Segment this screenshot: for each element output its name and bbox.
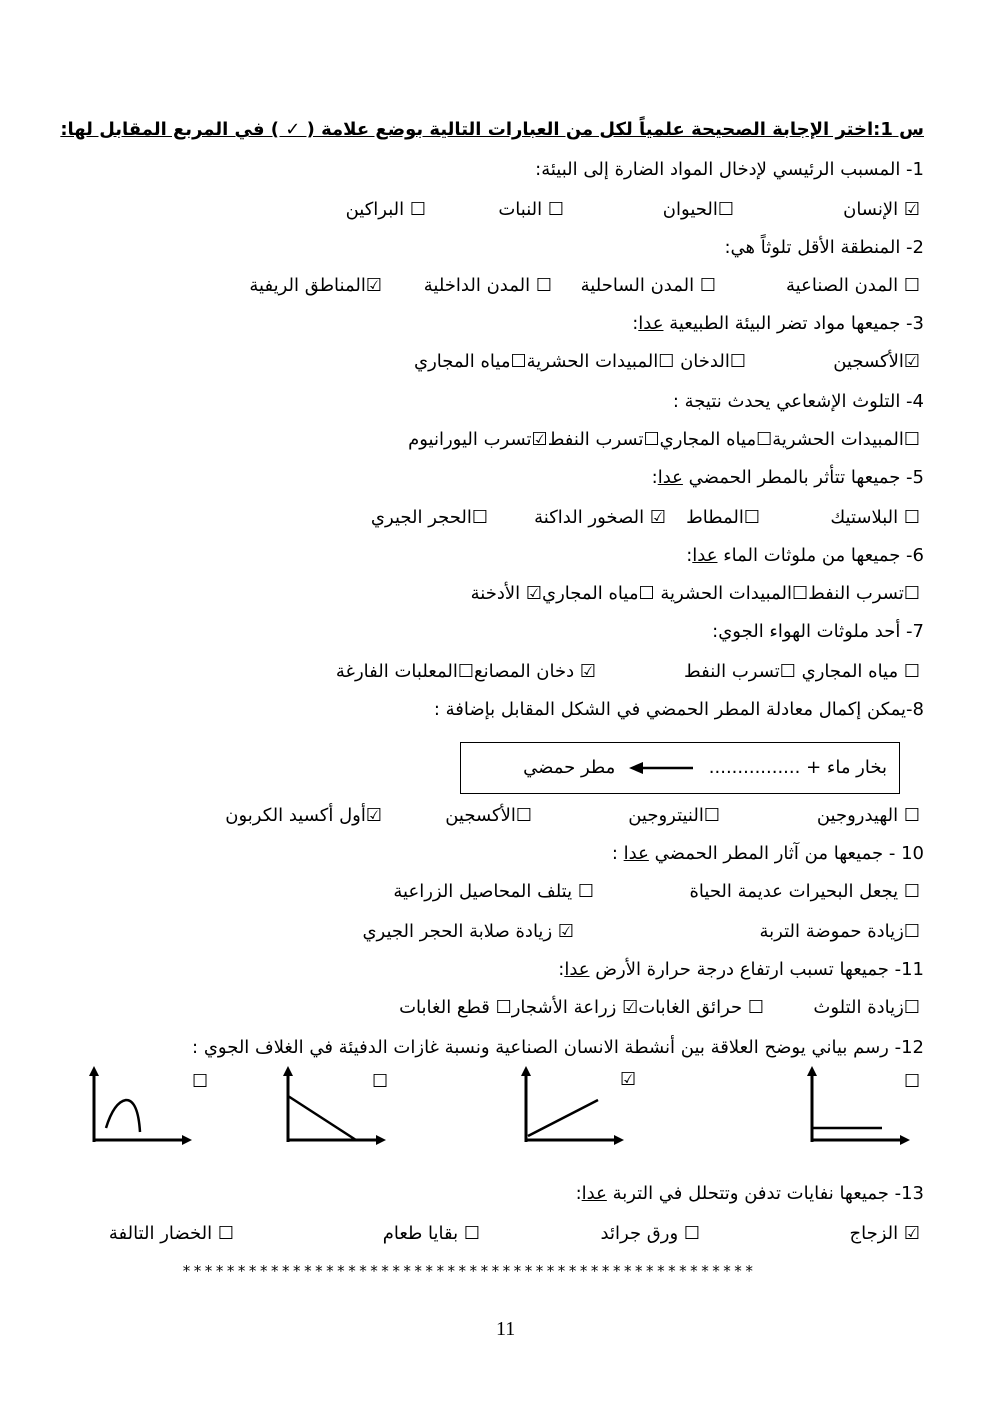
equation	[523, 757, 887, 778]
q13-except: عدا	[581, 1183, 607, 1204]
question-12: 12- رسم بياني يوضح العلاقة بين أنشطة الانسان الصناعية ونسبة غازات الدفيئة في الغلاف الجوي :	[192, 1037, 924, 1058]
q6-suffix: :	[686, 545, 693, 566]
q10-option-4[interactable]: ☑ زيادة صلابة الحجر الجيري	[362, 921, 574, 942]
q6-except: عدا	[692, 545, 718, 566]
separator-stars: ****************************************************	[182, 1262, 756, 1280]
q3-prefix: 3- جميعها مواد تضر البيئة الطبيعية	[663, 313, 924, 334]
q10-prefix: 10 - جميعها من آثار المطر الحمضي	[648, 843, 924, 864]
q5-except: عدا	[657, 467, 683, 488]
q3-option-1[interactable]: ☑الأكسجين	[833, 351, 920, 372]
arrow-left-icon	[629, 761, 695, 775]
q10-option-2[interactable]: ☐ يتلف المحاصيل الزراعية	[393, 881, 594, 902]
q11-suffix: :	[558, 959, 565, 980]
q3-option-2[interactable]: ☐الدخان ☐المبيدات الحشرية☐مياه المجاري	[413, 351, 746, 372]
q13-option-2[interactable]: ☐ ورق جرائد	[600, 1223, 700, 1244]
q5-suffix: :	[651, 467, 658, 488]
q10-option-3[interactable]: ☐زيادة حموضة التربة	[759, 921, 920, 942]
q1-option-1[interactable]: ☑ الإنسان	[843, 199, 920, 220]
q13-suffix: :	[575, 1183, 582, 1204]
q8-option-4[interactable]: ☑أول أكسيد الكربون	[225, 805, 382, 826]
page-number: 11	[496, 1318, 516, 1340]
q5-option-3[interactable]: ☑ الصخور الداكنة	[534, 507, 666, 528]
q12-box-graph-4[interactable]: ☐	[904, 1071, 921, 1092]
question-5	[652, 466, 924, 490]
q10-except: عدا	[623, 843, 649, 864]
q8-option-3[interactable]: ☐الأكسجين	[445, 805, 532, 826]
question-6	[686, 544, 924, 568]
q1-option-4[interactable]: ☐ البراكين	[345, 199, 426, 220]
q12-box-graph-2[interactable]: ☐	[372, 1071, 389, 1092]
question-7: 7- أحد ملوثات الهواء الجوي:	[712, 621, 924, 642]
q2-option-3[interactable]: ☐ المدن الداخلية	[423, 275, 552, 296]
q6-option-1[interactable]: ☐تسرب النفط☐المبيدات الحشرية ☐مياه المجاري☑ الأدخنة	[470, 583, 920, 604]
q6-prefix: 6- جميعها من ملوثات الماء	[717, 545, 924, 566]
q11-option-1[interactable]: ☐زيادة التلوث	[813, 997, 920, 1018]
q4-option-1[interactable]: ☐المبيدات الحشرية☐مياه المجاري☐تسرب النفط☑تسرب اليورانيوم	[408, 429, 920, 450]
q12-box-graph-1[interactable]: ☐	[192, 1071, 209, 1092]
graph-4-constant	[800, 1066, 910, 1146]
equation-reactants: بخار ماء + ................	[708, 757, 887, 778]
question-10	[612, 842, 924, 866]
question-11	[558, 958, 924, 982]
q11-option-2[interactable]: ☐ حرائق الغابات☑ زراعة الأشجار☐ قطع الغابات	[399, 997, 764, 1018]
q11-except: عدا	[564, 959, 590, 980]
q13-option-3[interactable]: ☐ بقايا طعام	[382, 1223, 480, 1244]
graph-2-decreasing	[276, 1066, 389, 1146]
q13-option-4[interactable]: ☐ الخضار التالفة	[108, 1223, 234, 1244]
graph-1-curve	[82, 1066, 192, 1146]
q11-prefix: 11- جميعها تسبب ارتفاع درجة حرارة الأرض	[589, 959, 924, 980]
q5-option-4[interactable]: ☐الحجر الجيري	[370, 507, 488, 528]
q8-option-2[interactable]: ☐النيتروجين	[628, 805, 720, 826]
q3-except: عدا	[638, 313, 664, 334]
question-1: 1- المسبب الرئيسي لإدخال المواد الضارة إلى البيئة:	[535, 159, 924, 180]
graph-3-increasing	[514, 1066, 624, 1146]
equation-box	[460, 742, 900, 794]
question-13	[576, 1182, 924, 1206]
q10-option-1[interactable]: ☐ يجعل البحيرات عديمة الحياة	[689, 881, 920, 902]
q2-option-2[interactable]: ☐ المدن الساحلية	[580, 275, 716, 296]
q12-box-graph-3[interactable]: ☑	[620, 1069, 637, 1090]
question-3	[632, 312, 924, 336]
q7-option-2[interactable]: ☑ دخان المصانع☐المعلبات الفارغة	[335, 661, 596, 682]
q5-prefix: 5- جميعها تتأثر بالمطر الحمضي	[682, 467, 924, 488]
question-2: 2- المنطقة الأقل تلوثاً هي:	[724, 237, 924, 258]
q13-prefix: 13- جميعها نفايات تدفن وتتحلل في التربة	[606, 1183, 924, 1204]
q5-option-2[interactable]: ☐المطاط	[686, 507, 760, 528]
question-title: س 1:اختر الإجابة الصحيحة علمياً لكل من العبارات التالية بوضع علامة ( ✓ ) في المربع المقابل لها:	[60, 119, 924, 140]
q1-option-3[interactable]: ☐ النبات	[498, 199, 564, 220]
question-4: 4- التلوث الإشعاعي يحدث نتيجة :	[672, 391, 924, 412]
q2-option-4[interactable]: ☑المناطق الريفية	[249, 275, 382, 296]
question-8: 8-يمكن إكمال معادلة المطر الحمضي في الشكل المقابل بإضافة :	[433, 699, 924, 720]
equation-product: مطر حمضي	[523, 757, 616, 778]
q2-option-1[interactable]: ☐ المدن الصناعية	[786, 275, 920, 296]
q1-option-2[interactable]: ☐الحيوان	[662, 199, 734, 220]
q5-option-1[interactable]: ☐ البلاستيك	[830, 507, 920, 528]
q10-suffix: :	[611, 843, 624, 864]
q8-option-1[interactable]: ☐ الهيدروجين	[816, 805, 920, 826]
q7-option-1[interactable]: ☐ مياه المجاري ☐تسرب النفط	[684, 661, 920, 682]
q3-suffix: :	[632, 313, 639, 334]
q13-option-1[interactable]: ☑ الزجاج	[849, 1223, 920, 1244]
